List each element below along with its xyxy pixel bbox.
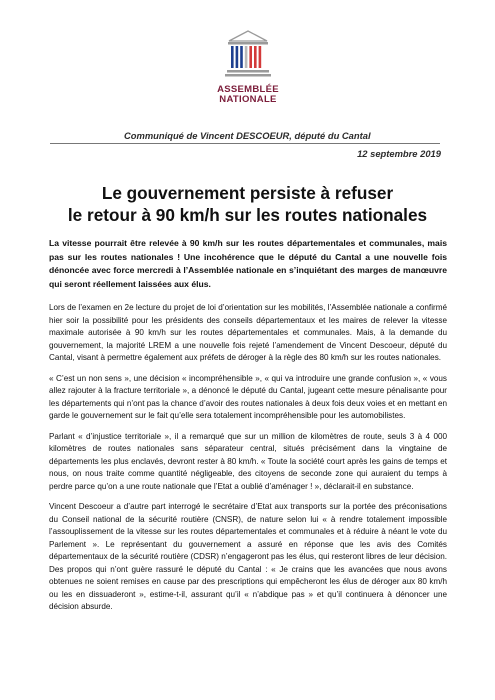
press-release-attribution: Communiqué de Vincent DESCOEUR, député du Cantal (124, 130, 371, 141)
assemblee-hemicycle-emblem (223, 27, 273, 83)
page-title (40, 182, 455, 226)
title-line-2: le retour à 90 km/h sur les routes nationales (67, 205, 428, 225)
logo-wordmark-line2: NATIONALE (219, 94, 277, 105)
header-divider (50, 143, 440, 144)
logo-wordmark-line1: ASSEMBLÉE (217, 84, 279, 95)
body-paragraph-1: Lors de l’examen en 2e lecture du projet de loi d’orientation sur les mobilités, l’Assemblée nationale a confirmé hier soir la possibilité pour les présidents des conseils départementaux et les maires de relever la vitesse maximale autorisée à 90 km/h sur les routes départementales et communales. Mais, à la demande du gouvernement, la majorité LREM a une nouvelle fois rejeté l’amendement de Vincent Descoeur, député du Cantal, visant à permettre également aux préfets de déroger à la règle des 80 km/h sur les routes nationales. (49, 303, 447, 362)
body-paragraph-3: Parlant « d’injustice territoriale », il a remarqué que sur un million de kilomètres de route, seuls 3 à 4 000 kilomètres de routes nationales sans séparateur central, situés précisément dans la vingtaine de départements les plus enclavés, devront rester à 80 km/h. « Toute la société court après les gains de temps et nous, on nous traite comme quantité négligeable, des citoyens de seconde zone qui auraient du temps à perdre parce qu’on a une route nationale que l’Etat a oublié d’aménager ! », déclarait-il en substance. (49, 431, 447, 491)
body-paragraph-2: « C’est un non sens », une décision « incompréhensible », « qui va introduire une grande confusion », « vous allez rajouter à la fracture territoriale », a dénoncé le député du Cantal, jugeant cette mesure pénalisante pour les départements qui n’ont pas la chance d’avoir des routes nationales à deux fois deux voies et en mettant en garde le gouvernement sur le fait qu’elle sera totalement incompréhensible pour les automobilistes. (49, 373, 447, 420)
publication-date: 12 septembre 2019 (357, 148, 441, 159)
lead-paragraph: La vitesse pourrait être relevée à 90 km/h sur les routes départementales et communales, mais pas sur les routes nationales ! Une incohérence que le député du Cantal a une nouvelle fois dénoncée avec force mercredi à l’Assemblée nationale en s’inquiétant des marges de manœuvre qui seront réellement laissées aux élus. (49, 238, 447, 289)
title-line-1: Le gouvernement persiste à refuser (101, 183, 394, 203)
assemblee-nationale-logo (198, 27, 298, 105)
article-body (49, 237, 447, 622)
body-paragraph-4: Vincent Descoeur a d’autre part interrogé le secrétaire d’Etat aux transports sur la portée des préconisations du Conseil national de la sécurité routière (CNSR), de nature selon lui « à rendre totalement impossible l’assouplissement de la vitesse sur les routes départementales et communales et à réduire à néant le vote du Parlement ». Le représentant du gouvernement a assuré en réponse que les avis des Comités départementaux de la sécurité routière (CDSR) n’engageront pas les élus, qui resteront libres de leur décision. Des propos qui n’ont guère rassuré le député du Cantal : « Je crains que les avancées que nous avons obtenues ne soient remises en cause par des prescriptions qui empêcheront les élus de déroger aux 80 km/h ou les en dissuaderont », estime-t-il, assurant qu’il « n’abdique pas » et qu’il continuera à dénoncer une décision absurde. (49, 502, 447, 611)
